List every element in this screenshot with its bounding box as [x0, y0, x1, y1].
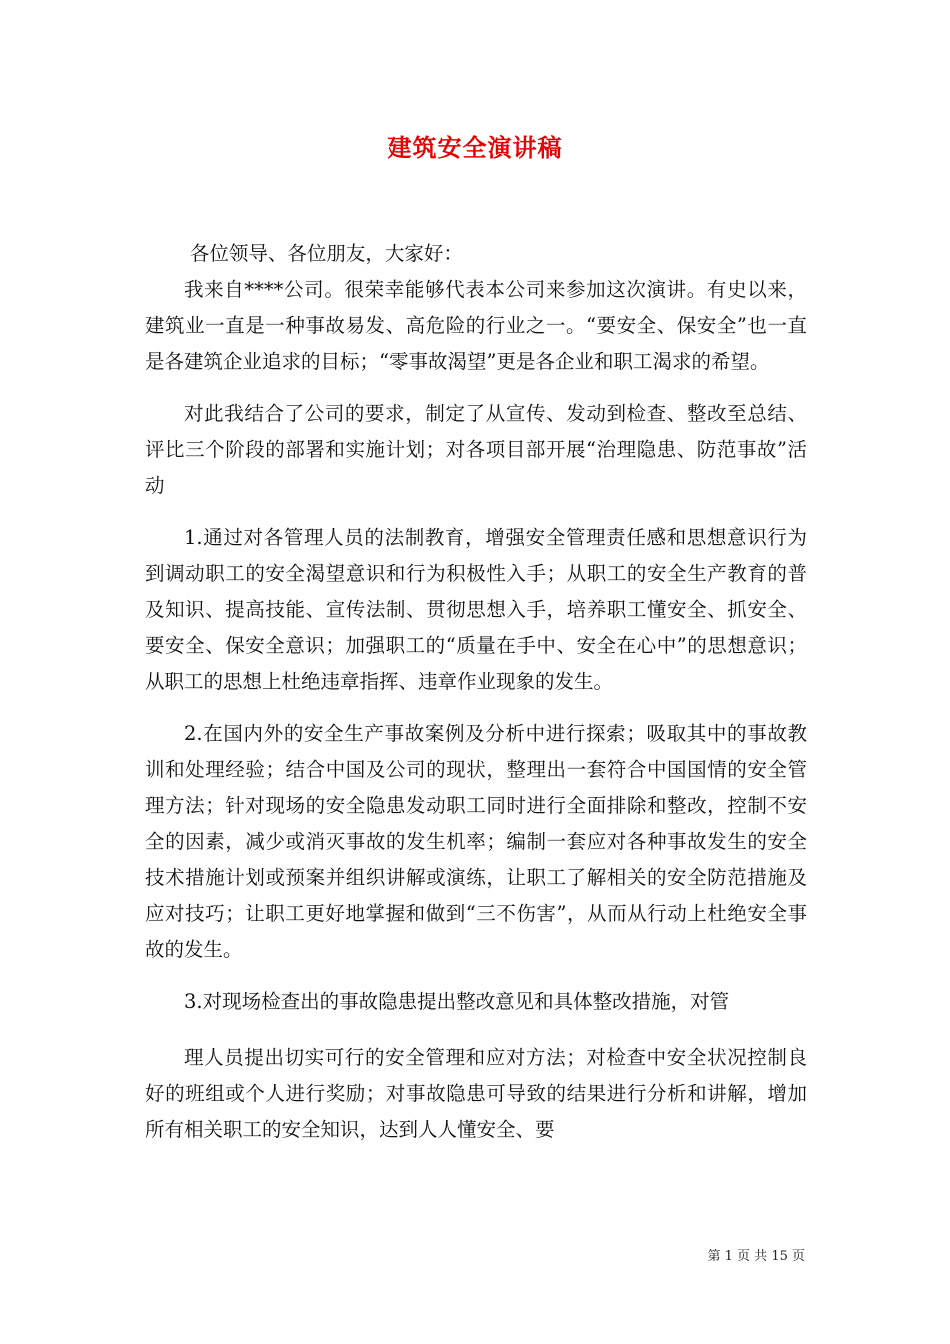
- intro-paragraph: 我来自****公司。很荣幸能够代表本公司来参加这次演讲。有史以来，建筑业一直是一种事故易发、高危险的行业之一。“要安全、保安全”也一直是各建筑企业追求的目标；“零事故渴望”更是各企业和职工渴求的希望。: [145, 278, 807, 373]
- document-body: [145, 236, 807, 1148]
- greeting-paragraph: 各位领导、各位朋友，大家好：: [189, 242, 463, 265]
- item-3-continued-paragraph: 理人员提出切实可行的安全管理和应对方法；对检查中安全状况控制良好的班组或个人进行奖励；对事故隐患可导致的结果进行分析和讲解，增加所有相关职工的安全知识，达到人人懂安全、要: [145, 1046, 807, 1141]
- item-1-paragraph: 1.通过对各管理人员的法制教育，增强安全管理责任感和思想意识行为到调动职工的安全渴望意识和行为积极性入手；从职工的安全生产教育的普及知识、提高技能、宣传法制、贯彻思想入手，培养职工懂安全、抓安全、要安全、保安全意识；加强职工的“质量在手中、安全在心中”的思想意识；从职工的思想上杜绝违章指挥、违章作业现象的发生。: [145, 526, 807, 693]
- page-number: 第 1 页 共 15 页: [707, 1249, 805, 1264]
- plan-paragraph: 对此我结合了公司的要求，制定了从宣传、发动到检查、整改至总结、评比三个阶段的部署和实施计划；对各项目部开展“治理隐患、防范事故”活动: [145, 402, 807, 497]
- item-2-paragraph: 2.在国内外的安全生产事故案例及分析中进行探索；吸取其中的事故教训和处理经验；结合中国及公司的现状，整理出一套符合中国国情的安全管理方法；针对现场的安全隐患发动职工同时进行全面排除和整改，控制不安全的因素，减少或消灭事故的发生机率；编制一套应对各种事故发生的安全技术措施计划或预案并组织讲解或演练，让职工了解相关的安全防范措施及应对技巧；让职工更好地掌握和做到“三不伤害”，从而从行动上杜绝安全事故的发生。: [145, 722, 807, 961]
- page-title: 建筑安全演讲稿: [387, 133, 563, 162]
- item-3-paragraph: 3.对现场检查出的事故隐患提出整改意见和具体整改措施，对管: [184, 990, 730, 1013]
